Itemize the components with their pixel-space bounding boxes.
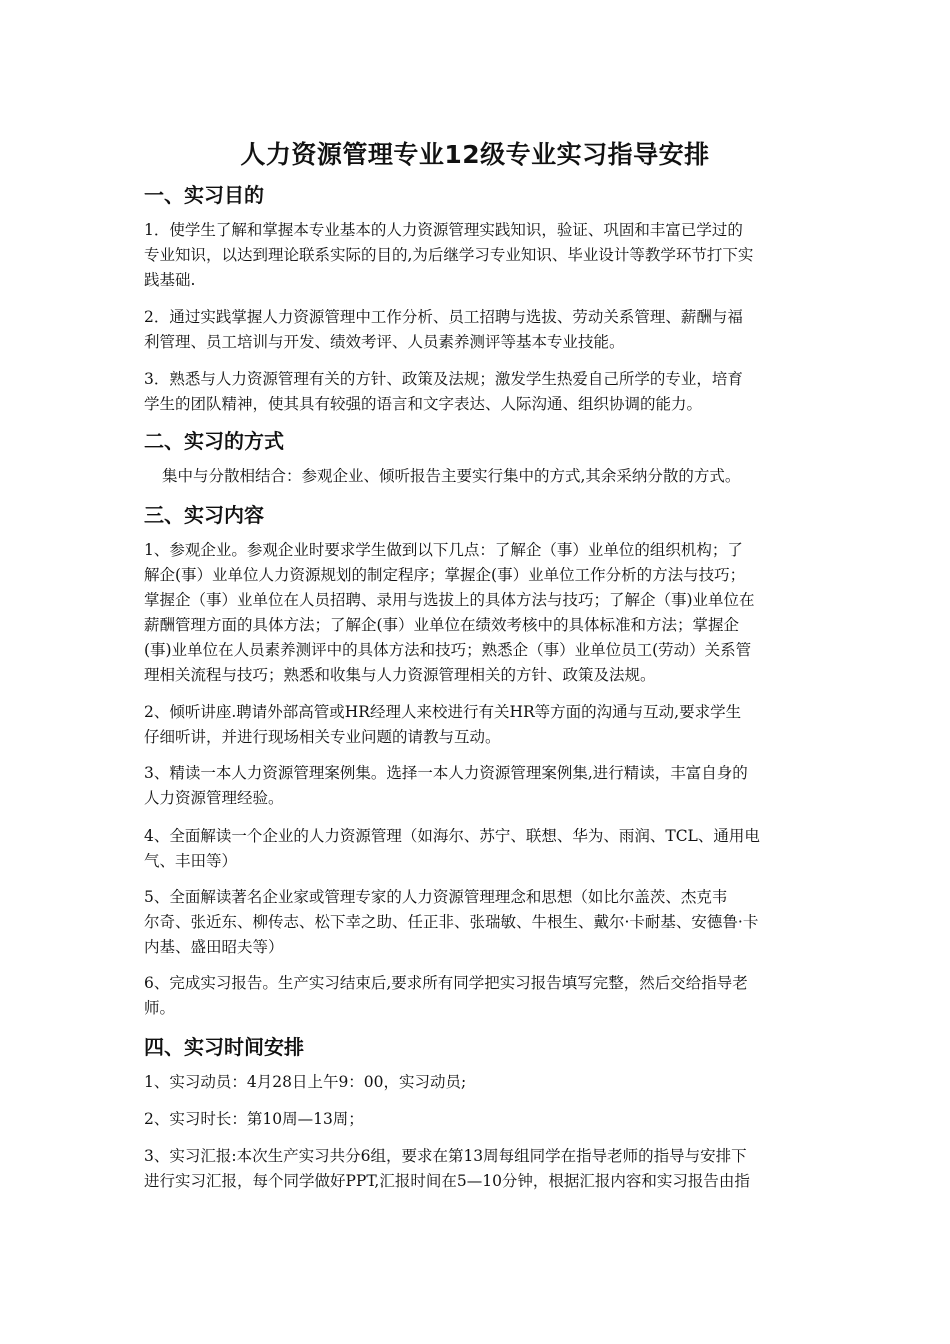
text-line: 2．通过实践掌握人力资源管理中工作分析、员工招聘与选拔、劳动关系管理、薪酬与福 — [144, 308, 743, 326]
section-heading-method: 二、实习的方式 — [144, 429, 284, 453]
text-line: 解企(事）业单位人力资源规划的制定程序；掌握企(事）业单位工作分析的方法与技巧； — [144, 566, 746, 584]
section-heading-content: 三、实习内容 — [144, 503, 264, 527]
text-line: 4、全面解读一个企业的人力资源管理（如海尔、苏宁、联想、华为、雨润、TCL、通用电 — [144, 827, 760, 845]
text-line: 5、全面解读著名企业家或管理专家的人力资源管理理念和思想（如比尔盖茨、杰克韦 — [144, 888, 728, 906]
text-line: 1．使学生了解和掌握本专业基本的人力资源管理实践知识，验证、巩固和丰富已学过的 — [144, 221, 743, 239]
text-line: 进行实习汇报，每个同学做好PPT,汇报时间在5—10分钟，根据汇报内容和实习报告由指 — [144, 1172, 750, 1190]
text-line: (事)业单位在人员素养测评中的具体方法和技巧；熟悉企（事）业单位员工(劳动）关系管 — [144, 641, 752, 659]
text-line: 1、实习动员：4月28日上午9：00，实习动员; — [144, 1073, 467, 1091]
text-line: 尔奇、张近东、柳传志、松下幸之助、任正非、张瑞敏、牛根生、戴尔·卡耐基、安德鲁·卡 — [144, 913, 759, 931]
text-line: 6、完成实习报告。生产实习结束后,要求所有同学把实习报告填写完整，然后交给指导老 — [144, 974, 748, 992]
text-line: 3、实习汇报:本次生产实习共分6组，要求在第13周每组同学在指导老师的指导与安排下 — [144, 1147, 747, 1165]
document-title: 人力资源管理专业12级专业实习指导安排 — [240, 140, 710, 169]
text-line: 集中与分散相结合：参观企业、倾听报告主要实行集中的方式,其余采纳分散的方式。 — [162, 467, 741, 485]
paragraph — [144, 367, 808, 417]
text-line: 专业知识，以达到理论联系实际的目的,为后继学习专业知识、毕业设计等教学环节打下实 — [144, 246, 754, 264]
text-line: 利管理、员工培训与开发、绩效考评、人员素养测评等基本专业技能。 — [144, 333, 625, 351]
paragraph — [144, 761, 808, 811]
section-heading-purpose: 一、实习目的 — [144, 183, 264, 207]
text-line: 3．熟悉与人力资源管理有关的方针、政策及法规；激发学生热爱自己所学的专业，培育 — [144, 370, 743, 388]
paragraph — [144, 824, 808, 874]
paragraph — [144, 700, 808, 750]
text-line: 1、参观企业。参观企业时要求学生做到以下几点：了解企（事）业单位的组织机构；了 — [144, 541, 743, 559]
text-line: 师。 — [144, 999, 176, 1017]
text-line: 掌握企（事）业单位在人员招聘、录用与选拔上的具体方法与技巧；了解企（事)业单位在 — [144, 591, 755, 609]
paragraph — [144, 971, 808, 1021]
text-line: 仔细听讲，并进行现场相关专业问题的请教与互动。 — [144, 728, 501, 746]
paragraph — [144, 538, 808, 688]
paragraph — [144, 1107, 808, 1132]
text-line: 气、丰田等） — [144, 852, 238, 870]
text-line: 2、实习时长：第10周—13周； — [144, 1110, 364, 1128]
paragraph — [144, 218, 808, 293]
paragraph — [144, 305, 808, 355]
text-line: 薪酬管理方面的具体方法；了解企(事）业单位在绩效考核中的具体标准和方法；掌握企 — [144, 616, 740, 634]
section-heading-schedule: 四、实习时间安排 — [144, 1035, 304, 1059]
text-line: 学生的团队精神，使其具有较强的语言和文字表达、人际沟通、组织协调的能力。 — [144, 395, 703, 413]
paragraph — [162, 464, 826, 489]
paragraph — [144, 1070, 808, 1095]
text-line: 3、精读一本人力资源管理案例集。选择一本人力资源管理案例集,进行精读，丰富自身的 — [144, 764, 748, 782]
text-line: 内基、盛田昭夫等） — [144, 938, 284, 956]
text-line: 理相关流程与技巧；熟悉和收集与人力资源管理相关的方针、政策及法规。 — [144, 666, 656, 684]
text-line: 人力资源管理经验。 — [144, 789, 284, 807]
paragraph — [144, 1144, 808, 1194]
paragraph — [144, 885, 808, 960]
text-line: 2、倾听讲座.聘请外部高管或HR经理人来校进行有关HR等方面的沟通与互动,要求学生 — [144, 703, 742, 721]
text-line: 践基础. — [144, 271, 196, 289]
